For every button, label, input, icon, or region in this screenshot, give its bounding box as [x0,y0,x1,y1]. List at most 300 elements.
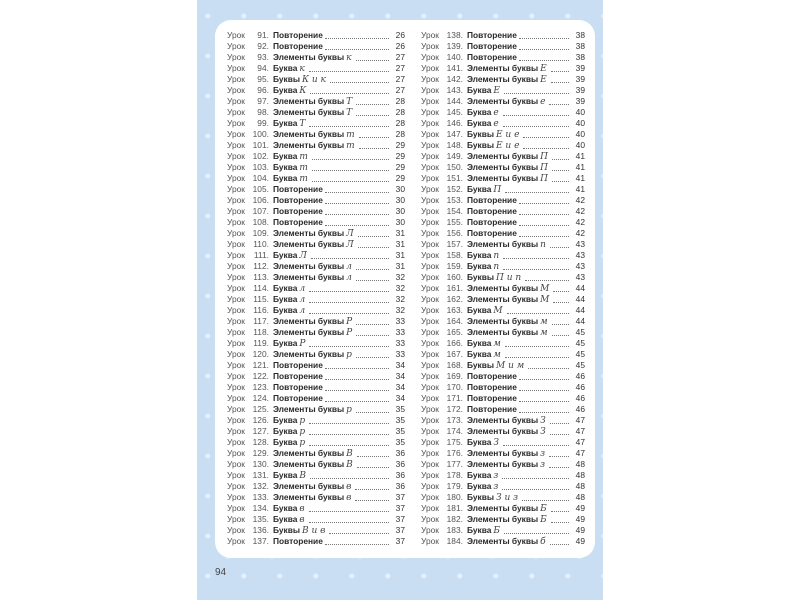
lesson-word: Урок [421,437,439,447]
toc-entry [227,41,405,52]
lesson-word: Урок [227,85,245,95]
lesson-number: 153. [446,195,463,205]
lesson-title: Буква [466,338,492,348]
lesson-number: 183. [446,525,463,535]
lesson-number: 111. [253,250,269,260]
lesson-number: 130. [252,459,269,469]
lesson-title: Буква [466,437,492,447]
toc-entry [227,151,405,162]
dot-leader [503,268,569,270]
page-ref: 28 [395,96,405,106]
page-ref: 28 [395,107,405,117]
cursive-letter: л [299,284,306,294]
cursive-letter: м [540,328,548,338]
lesson-title: Буква [466,525,492,535]
lesson-word: Урок [227,349,245,359]
page-ref: 38 [575,52,585,62]
lesson-number: 96. [257,85,269,95]
lesson-number: 141. [446,63,463,73]
lesson-number: 150. [446,162,463,172]
lesson-word: Урок [227,371,245,381]
lesson-title: Повторение [466,30,517,40]
lesson-title: Буква [272,470,298,480]
cursive-letter: Б [493,526,501,536]
toc-entry [421,459,585,470]
page-ref: 45 [575,360,585,370]
lesson-number: 94. [257,63,269,73]
lesson-title: Буква [272,283,298,293]
page-ref: 31 [395,261,405,271]
toc-entry [421,228,585,239]
dot-leader [519,389,569,391]
lesson-word: Урок [227,261,245,271]
dot-leader [358,235,389,237]
page-ref: 33 [395,338,405,348]
page-ref: 43 [575,250,585,260]
lesson-title: Буква [466,305,492,315]
lesson-number: 156. [446,228,463,238]
lesson-number: 129. [252,448,269,458]
dot-leader [312,169,389,171]
toc-entry [421,448,585,459]
page-ref: 32 [395,305,405,315]
lesson-word: Урок [227,151,245,161]
lesson-number: 180. [446,492,463,502]
page-ref: 45 [575,327,585,337]
toc-entry [421,118,585,129]
lesson-word: Урок [227,470,245,480]
lesson-number: 131. [252,470,269,480]
cursive-letter: К и к [302,75,326,85]
lesson-word: Урок [227,162,245,172]
dot-leader [551,521,569,523]
page-ref: 49 [575,536,585,546]
page-ref: 35 [395,437,405,447]
lesson-number: 161. [446,283,463,293]
lesson-word: Урок [227,492,245,502]
lesson-word: Урок [421,85,439,95]
page-ref: 41 [575,184,585,194]
lesson-number: 177. [446,459,463,469]
lesson-number: 137. [252,536,269,546]
page-ref: 39 [575,63,585,73]
toc-entry [227,371,405,382]
cursive-letter: р [299,438,306,448]
cursive-letter: Л [346,229,354,239]
lesson-title: Элементы буквы [466,162,539,172]
lesson-word: Урок [421,327,439,337]
lesson-word: Урок [227,360,245,370]
lesson-number: 175. [446,437,463,447]
toc-entry [227,195,405,206]
lesson-word: Урок [227,338,245,348]
lesson-number: 133. [252,492,269,502]
toc-entry [421,393,585,404]
toc-entry [227,239,405,250]
lesson-title: Повторение [272,393,323,403]
cursive-letter: б [540,537,546,547]
lesson-word: Урок [421,184,439,194]
toc-entry [421,349,585,360]
page-ref: 43 [575,239,585,249]
dot-leader [325,389,389,391]
lesson-title: Элементы буквы [272,140,345,150]
dot-leader [309,345,389,347]
lesson-word: Урок [421,63,439,73]
page-ref: 30 [395,195,405,205]
lesson-number: 182. [446,514,463,524]
dot-leader [325,213,389,215]
page-ref: 41 [575,173,585,183]
page-ref: 42 [575,217,585,227]
lesson-number: 171. [446,393,463,403]
lesson-word: Урок [421,118,439,128]
lesson-title: Буква [272,426,298,436]
lesson-title: Элементы буквы [272,448,345,458]
lesson-word: Урок [227,184,245,194]
lesson-title: Буква [272,503,298,513]
toc-entry [421,338,585,349]
dot-leader [309,444,389,446]
page-ref: 32 [395,272,405,282]
cursive-letter: Л [346,240,354,250]
lesson-title: Элементы буквы [272,96,345,106]
dot-leader [356,334,389,336]
lesson-number: 124. [252,393,269,403]
lesson-word: Урок [421,272,439,282]
toc-entry [421,217,585,228]
contents-panel [215,20,595,558]
lesson-word: Урок [421,448,439,458]
dot-leader [505,356,569,358]
cursive-letter: М [540,295,550,305]
toc-entry [421,162,585,173]
lesson-number: 166. [446,338,463,348]
cursive-letter: Т [346,108,353,118]
lesson-title: Буквы [466,129,494,139]
lesson-number: 109. [252,228,269,238]
cursive-letter: м [493,339,501,349]
page-ref: 31 [395,228,405,238]
page-ref: 35 [395,404,405,414]
lesson-title: Элементы буквы [272,316,345,326]
page-ref: 43 [575,272,585,282]
toc-entry [421,74,585,85]
page-ref: 31 [395,239,405,249]
dot-leader [325,48,389,50]
toc-entry [227,96,405,107]
lesson-title: Повторение [466,195,517,205]
cursive-letter: т [299,163,308,173]
lesson-word: Урок [421,239,439,249]
lesson-number: 136. [252,525,269,535]
page-ref: 34 [395,382,405,392]
cursive-letter: т [346,141,355,151]
dot-leader [359,136,389,138]
lesson-word: Урок [421,173,439,183]
toc-entry [421,140,585,151]
dot-leader [519,400,569,402]
page-ref: 36 [395,459,405,469]
contents-column-right [421,30,585,547]
lesson-word: Урок [421,470,439,480]
toc-entry [227,338,405,349]
toc-entry [421,151,585,162]
page-ref: 30 [395,184,405,194]
lesson-number: 152. [446,184,463,194]
lesson-word: Урок [227,525,245,535]
lesson-number: 132. [252,481,269,491]
cursive-letter: М [493,306,503,316]
lesson-word: Урок [421,371,439,381]
lesson-word: Урок [421,481,439,491]
lesson-title: Буква [272,118,298,128]
page-ref: 42 [575,206,585,216]
lesson-title: Повторение [272,184,323,194]
dot-leader [309,290,389,292]
dot-leader [309,521,389,523]
toc-entry [421,492,585,503]
lesson-number: 149. [446,151,463,161]
lesson-word: Урок [227,426,245,436]
toc-entry [227,294,405,305]
page-ref: 48 [575,470,585,480]
lesson-number: 105. [252,184,269,194]
page-ref: 41 [575,162,585,172]
page-ref: 27 [395,52,405,62]
lesson-title: Буква [466,85,492,95]
lesson-number: 179. [446,481,463,491]
dot-leader [528,367,569,369]
lesson-word: Урок [421,305,439,315]
lesson-number: 170. [446,382,463,392]
lesson-number: 139. [446,41,463,51]
toc-entry [421,305,585,316]
cursive-letter: е [493,108,499,118]
lesson-title: Повторение [272,536,323,546]
toc-entry [421,283,585,294]
toc-entry [227,448,405,459]
lesson-word: Урок [227,283,245,293]
cursive-letter: З [540,416,546,426]
lesson-word: Урок [421,140,439,150]
page-ref: 49 [575,514,585,524]
lesson-number: 172. [446,404,463,414]
dot-leader [551,70,569,72]
dot-leader [525,279,569,281]
page-ref: 26 [395,30,405,40]
lesson-word: Урок [227,63,245,73]
lesson-number: 135. [252,514,269,524]
dot-leader [550,246,569,248]
lesson-number: 146. [446,118,463,128]
cursive-letter: р [346,350,352,360]
page-ref: 29 [395,162,405,172]
cursive-letter: м [493,350,501,360]
lesson-word: Урок [421,360,439,370]
page-ref: 44 [575,305,585,315]
lesson-title: Буква [272,85,298,95]
cursive-letter: К [299,86,307,96]
page-ref: 29 [395,140,405,150]
cursive-letter: Е и е [496,141,520,151]
lesson-number: 108. [252,217,269,227]
lesson-number: 169. [446,371,463,381]
lesson-word: Урок [421,415,439,425]
lesson-word: Урок [227,294,245,304]
page-ref: 47 [575,448,585,458]
toc-entry [227,173,405,184]
lesson-word: Урок [421,503,439,513]
page-ref: 35 [395,415,405,425]
cursive-letter: з [493,482,499,492]
lesson-title: Буква [272,250,298,260]
lesson-number: 114. [253,283,269,293]
lesson-title: Элементы буквы [272,272,345,282]
page-ref: 30 [395,206,405,216]
dot-leader [356,356,389,358]
page-ref: 48 [575,481,585,491]
lesson-number: 157. [446,239,463,249]
toc-entry [227,360,405,371]
cursive-letter: п [493,251,500,261]
lesson-word: Урок [227,41,245,51]
lesson-title: Элементы буквы [272,261,345,271]
lesson-word: Урок [227,140,245,150]
lesson-word: Урок [227,503,245,513]
toc-entry [421,107,585,118]
lesson-number: 176. [446,448,463,458]
dot-leader [503,125,569,127]
toc-entry [227,261,405,272]
toc-entry [421,96,585,107]
lesson-number: 93. [257,52,269,62]
page-ref: 37 [395,514,405,524]
lesson-title: Повторение [466,393,517,403]
page-ref: 29 [395,151,405,161]
page-ref: 27 [395,63,405,73]
toc-entry [421,294,585,305]
toc-entry [227,492,405,503]
page-ref: 27 [395,85,405,95]
cursive-letter: Е [493,86,500,96]
lesson-word: Урок [227,228,245,238]
lesson-word: Урок [421,492,439,502]
lesson-title: Буква [272,437,298,447]
dot-leader [309,70,389,72]
page-ref: 39 [575,85,585,95]
toc-entry [227,250,405,261]
lesson-title: Повторение [466,217,517,227]
cursive-letter: П [493,185,502,195]
dot-leader [356,59,389,61]
lesson-word: Урок [421,74,439,84]
dot-leader [325,37,389,39]
cursive-letter: к [346,53,352,63]
lesson-word: Урок [421,338,439,348]
lesson-title: Элементы буквы [272,492,345,502]
lesson-title: Повторение [272,41,323,51]
cursive-letter: М [540,284,550,294]
lesson-word: Урок [227,206,245,216]
dot-leader [309,301,389,303]
lesson-word: Урок [227,481,245,491]
lesson-word: Урок [227,74,245,84]
cursive-letter: Б [540,504,547,514]
dot-leader [551,81,569,83]
dot-leader [502,488,569,490]
lesson-title: Элементы буквы [272,327,345,337]
lesson-number: 113. [253,272,269,282]
cursive-letter: з [493,471,499,481]
lesson-title: Элементы буквы [272,481,345,491]
page-ref: 38 [575,30,585,40]
lesson-title: Элементы буквы [272,459,345,469]
page-ref: 36 [395,448,405,458]
toc-entry [421,404,585,415]
cursive-letter: Е [540,75,547,85]
lesson-title: Буква [466,481,492,491]
lesson-number: 140. [446,52,463,62]
lesson-number: 112. [253,261,269,271]
lesson-title: Буквы [272,525,300,535]
lesson-number: 100. [252,129,269,139]
lesson-number: 106. [252,195,269,205]
lesson-word: Урок [421,96,439,106]
toc-entry [421,239,585,250]
toc-entry [421,481,585,492]
cursive-letter: м [540,317,548,327]
toc-entry [227,437,405,448]
toc-entry [227,470,405,481]
dot-leader [519,59,569,61]
lesson-title: Повторение [466,404,517,414]
toc-entry [421,437,585,448]
page-ref: 49 [575,525,585,535]
lesson-number: 126. [252,415,269,425]
toc-entry [227,140,405,151]
lesson-title: Элементы буквы [466,503,539,513]
page-ref: 33 [395,316,405,326]
cursive-letter: З и з [496,493,519,503]
dot-leader [325,191,389,193]
lesson-word: Урок [421,283,439,293]
lesson-number: 119. [253,338,269,348]
lesson-word: Урок [421,404,439,414]
cursive-letter: В [346,449,353,459]
page-number: 94 [215,567,227,578]
lesson-number: 160. [446,272,463,282]
lesson-title: Буква [272,514,298,524]
lesson-title: Буква [466,107,492,117]
dot-leader [519,202,569,204]
page-ref: 36 [395,470,405,480]
page-ref: 47 [575,437,585,447]
lesson-word: Урок [421,393,439,403]
dot-leader [325,202,389,204]
toc-entry [421,382,585,393]
lesson-word: Урок [227,415,245,425]
lesson-number: 159. [446,261,463,271]
dot-leader [309,312,389,314]
page-ref: 37 [395,492,405,502]
cursive-letter: З [493,438,500,448]
book-page [197,0,603,600]
toc-entry [421,195,585,206]
lesson-word: Урок [421,162,439,172]
lesson-word: Урок [421,426,439,436]
cursive-letter: е [540,97,546,107]
